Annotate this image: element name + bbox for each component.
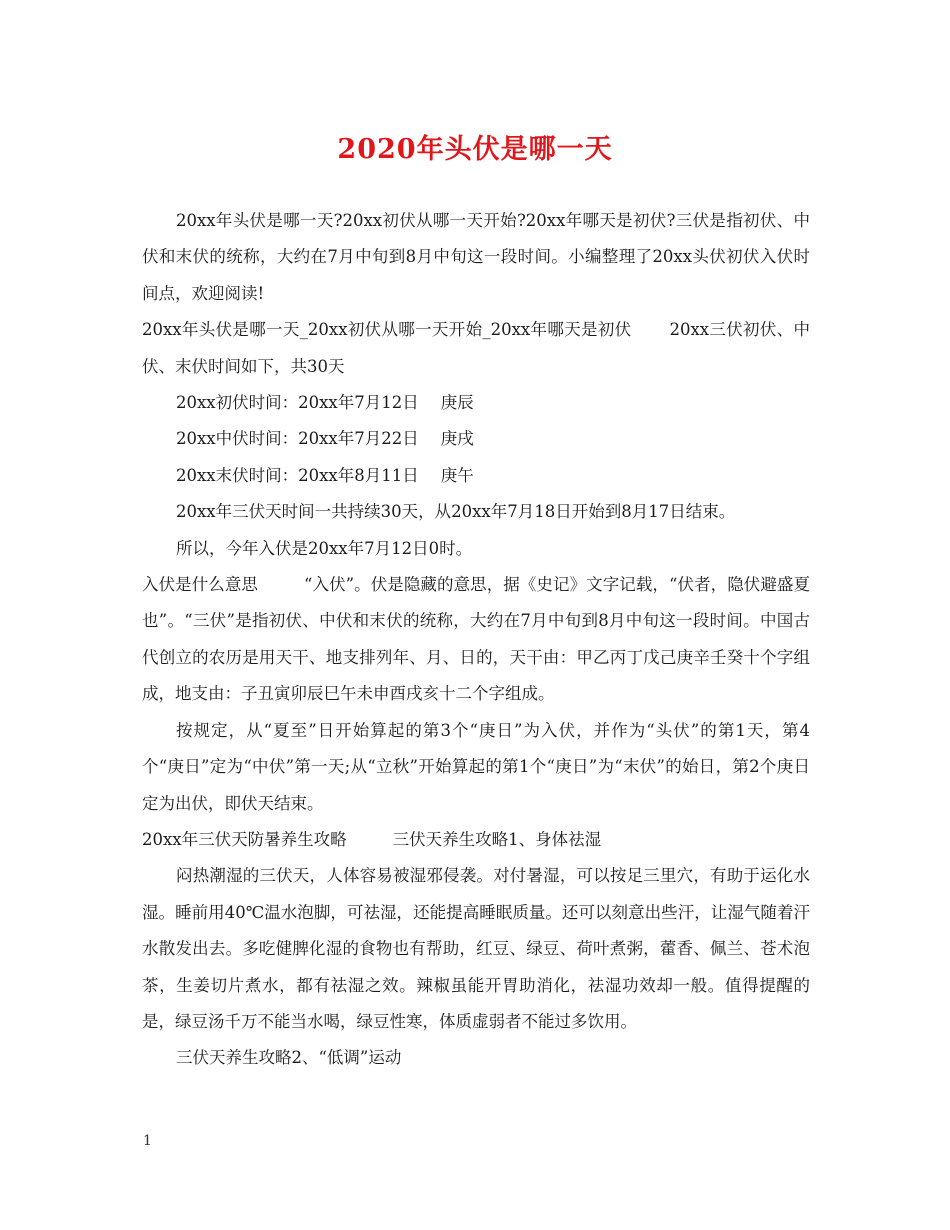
section-heading-dates: 20xx年头伏是哪一天_20xx初伏从哪一天开始_20xx年哪天是初伏: [142, 320, 632, 340]
document-body: [142, 203, 810, 1077]
section-heading-line: [142, 312, 810, 385]
mofu-date: 20xx末伏时间：20xx年8月11日: [176, 465, 419, 485]
tip1-paragraph: 闷热潮湿的三伏天，人体容易被湿邪侵袭。对付暑湿，可以按足三里穴，有助于运化水湿。睡前用40℃温水泡脚，可祛湿，还能提高睡眠质量。还可以刻意出些汗，让湿气随着汗水散发出去。多吃健脾化湿的食物也有帮助，红豆、绿豆、荷叶煮粥，藿香、佩兰、苍术泡茶，生姜切片煮水，都有祛湿之效。辣椒虽能开胃助消化，祛湿功效却一般。值得提醒的是，绿豆汤千万不能当水喝，绿豆性寒，体质虚弱者不能过多饮用。: [142, 866, 810, 1031]
mofu-line: [142, 458, 810, 494]
duration-paragraph: 20xx年三伏天时间一共持续30天，从20xx年7月18日开始到8月17日结束。: [176, 502, 736, 522]
dates-summary: 20xx三伏初伏、中伏、末伏时间如下，共30天: [142, 320, 811, 376]
mofu-ganzhi: 庚午: [440, 465, 474, 485]
section-heading-meaning: 入伏是什么意思: [142, 575, 258, 595]
zhongfu-ganzhi: 庚戌: [440, 429, 474, 449]
chufu-ganzhi: 庚辰: [440, 393, 474, 413]
rule-paragraph: 按规定，从“夏至”日开始算起的第3个“庚日”为入伏，并作为“头伏”的第1天，第4个“庚日”定为“中伏”第一天;从“立秋”开始算起的第1个“庚日”为“末伏”的始日，第2个庚日定为出伏，即伏天结束。: [142, 720, 810, 813]
meaning-paragraph: “入伏”。伏是隐藏的意思，据《史记》文字记载，“伏者，隐伏避盛夏也”。“三伏”是指初伏、中伏和末伏的统称，大约在7月中旬到8月中旬这一段时间。中国古代创立的农历是用天干、地支排列年、月、日的，天干由：甲乙丙丁戊己庚辛壬癸十个字组成，地支由：子丑寅卯辰巳午未申酉戌亥十二个字组成。: [142, 575, 810, 704]
zhongfu-date: 20xx中伏时间：20xx年7月22日: [176, 429, 419, 449]
health-section-heading-line: [142, 822, 810, 858]
intro-paragraph: 20xx年头伏是哪一天?20xx初伏从哪一天开始?20xx年哪天是初伏?三伏是指初伏、中伏和末伏的统称，大约在7月中旬到8月中旬这一段时间。小编整理了20xx头伏初伏入伏时间点，欢迎阅读!: [142, 211, 810, 303]
tip2-title: 三伏天养生攻略2、“低调”运动: [176, 1048, 402, 1068]
meaning-section: [142, 567, 810, 713]
zhongfu-line: [142, 421, 810, 457]
page-title: 2020年头伏是哪一天: [337, 134, 613, 165]
tip1-title: 三伏天养生攻略1、身体祛湿: [392, 829, 602, 849]
section-heading-health: 20xx年三伏天防暑养生攻略: [142, 829, 347, 849]
chufu-date: 20xx初伏时间：20xx年7月12日: [176, 393, 419, 413]
page-number: 1: [143, 1133, 152, 1149]
chufu-line: [142, 385, 810, 421]
conclusion-paragraph: 所以，今年入伏是20xx年7月12日0时。: [176, 538, 473, 558]
